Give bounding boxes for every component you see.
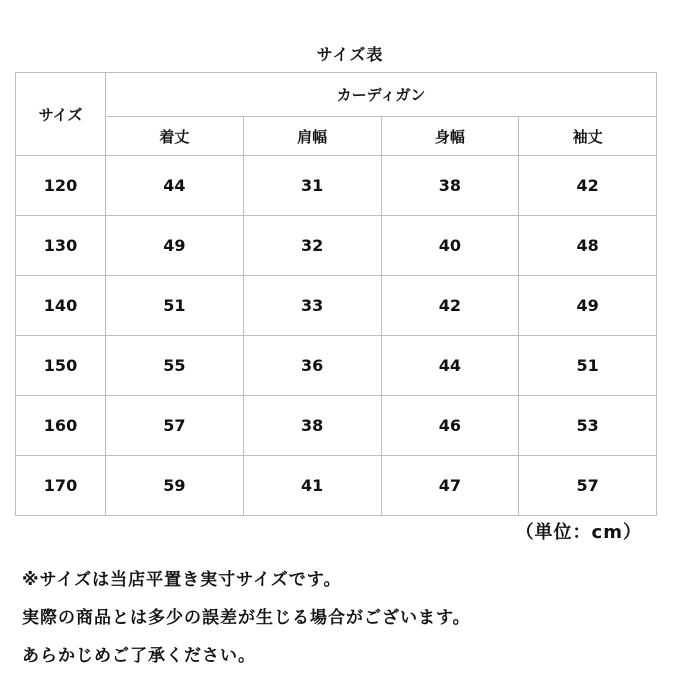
table-row bbox=[16, 156, 657, 216]
value-cell: 49 bbox=[519, 276, 657, 336]
table-subheader-row bbox=[16, 117, 657, 156]
value-cell: 51 bbox=[519, 336, 657, 396]
size-cell: 150 bbox=[16, 336, 106, 396]
value-cell: 36 bbox=[243, 336, 381, 396]
size-cell: 140 bbox=[16, 276, 106, 336]
value-cell: 44 bbox=[381, 336, 519, 396]
value-cell: 46 bbox=[381, 396, 519, 456]
table-row bbox=[16, 456, 657, 516]
value-cell: 38 bbox=[243, 396, 381, 456]
note-line: あらかじめご了承ください。 bbox=[22, 646, 256, 666]
value-cell: 49 bbox=[106, 216, 244, 276]
value-cell: 42 bbox=[381, 276, 519, 336]
value-cell: 33 bbox=[243, 276, 381, 336]
unit-note: （単位：cm） bbox=[515, 522, 642, 543]
size-cell: 130 bbox=[16, 216, 106, 276]
column-header-shoulder: 肩幅 bbox=[243, 117, 381, 156]
value-cell: 32 bbox=[243, 216, 381, 276]
notes bbox=[22, 561, 471, 675]
table-row bbox=[16, 216, 657, 276]
value-cell: 38 bbox=[381, 156, 519, 216]
table-header-row bbox=[16, 73, 657, 117]
value-cell: 48 bbox=[519, 216, 657, 276]
size-cell: 170 bbox=[16, 456, 106, 516]
value-cell: 59 bbox=[106, 456, 244, 516]
value-cell: 41 bbox=[243, 456, 381, 516]
table-row bbox=[16, 276, 657, 336]
value-cell: 42 bbox=[519, 156, 657, 216]
size-cell: 120 bbox=[16, 156, 106, 216]
value-cell: 40 bbox=[381, 216, 519, 276]
value-cell: 57 bbox=[519, 456, 657, 516]
value-cell: 53 bbox=[519, 396, 657, 456]
size-column-header: サイズ bbox=[16, 73, 106, 156]
value-cell: 44 bbox=[106, 156, 244, 216]
column-header-length: 着丈 bbox=[106, 117, 244, 156]
value-cell: 31 bbox=[243, 156, 381, 216]
column-header-sleeve: 袖丈 bbox=[519, 117, 657, 156]
value-cell: 51 bbox=[106, 276, 244, 336]
note-line: 実際の商品とは多少の誤差が生じる場合がございます。 bbox=[22, 608, 471, 628]
table-row bbox=[16, 396, 657, 456]
column-header-chest: 身幅 bbox=[381, 117, 519, 156]
table-row bbox=[16, 336, 657, 396]
size-table bbox=[15, 72, 657, 516]
size-cell: 160 bbox=[16, 396, 106, 456]
group-header: カーディガン bbox=[106, 73, 657, 117]
page-title: サイズ表 bbox=[316, 45, 384, 64]
value-cell: 55 bbox=[106, 336, 244, 396]
value-cell: 57 bbox=[106, 396, 244, 456]
value-cell: 47 bbox=[381, 456, 519, 516]
note-line: ※サイズは当店平置き実寸サイズです。 bbox=[22, 570, 342, 590]
